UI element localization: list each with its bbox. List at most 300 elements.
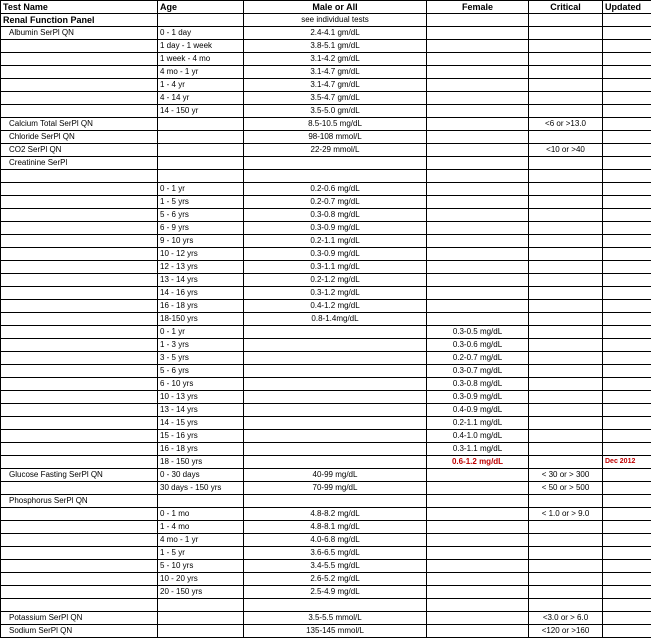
cell-male-or-all: 0.3-0.9 mg/dL [244,248,427,261]
cell-male-or-all: see individual tests [244,14,427,27]
cell-age: 15 - 16 yrs [158,430,244,443]
table-row [1,40,651,53]
cell-test-name [1,235,158,248]
cell-critical [529,378,603,391]
cell-critical [529,313,603,326]
cell-female [427,469,529,482]
table-row [1,313,651,326]
cell-female [427,521,529,534]
cell-test-name: Chloride SerPl QN [1,131,158,144]
cell-male-or-all: 3.8-5.1 gm/dL [244,40,427,53]
cell-male-or-all [244,443,427,456]
table-row [1,456,651,469]
cell-age: 4 mo - 1 yr [158,66,244,79]
cell-age: 9 - 10 yrs [158,235,244,248]
cell-female [427,586,529,599]
cell-critical [529,79,603,92]
cell-updated [603,300,651,313]
cell-test-name: Renal Function Panel [1,14,158,27]
cell-age: 1 week - 4 mo [158,53,244,66]
cell-updated [603,599,651,612]
cell-age: 18 - 150 yrs [158,456,244,469]
cell-critical [529,196,603,209]
cell-age: 4 mo - 1 yr [158,534,244,547]
cell-male-or-all [244,326,427,339]
cell-updated [603,170,651,183]
cell-male-or-all: 3.5-5.0 gm/dL [244,105,427,118]
cell-critical [529,443,603,456]
cell-age: 1 - 4 mo [158,521,244,534]
cell-test-name [1,586,158,599]
cell-test-name [1,313,158,326]
cell-test-name [1,339,158,352]
cell-test-name [1,196,158,209]
cell-male-or-all: 3.6-6.5 mg/dL [244,547,427,560]
cell-updated [603,612,651,625]
cell-test-name: Glucose Fasting SerPl QN [1,469,158,482]
cell-female [427,508,529,521]
table-row [1,612,651,625]
table-row [1,222,651,235]
cell-age: 6 - 9 yrs [158,222,244,235]
cell-male-or-all [244,339,427,352]
cell-updated [603,313,651,326]
cell-age [158,118,244,131]
cell-updated [603,469,651,482]
cell-test-name [1,53,158,66]
cell-updated: Dec 2012 [603,456,651,469]
cell-test-name [1,534,158,547]
cell-updated [603,586,651,599]
cell-critical [529,586,603,599]
table-row [1,560,651,573]
cell-female [427,248,529,261]
cell-male-or-all: 3.5-5.5 mmol/L [244,612,427,625]
cell-female [427,183,529,196]
cell-critical [529,547,603,560]
cell-test-name [1,170,158,183]
cell-female [427,612,529,625]
table-row [1,144,651,157]
cell-critical [529,404,603,417]
cell-age: 14 - 15 yrs [158,417,244,430]
cell-test-name [1,417,158,430]
cell-male-or-all: 4.0-6.8 mg/dL [244,534,427,547]
table-row [1,248,651,261]
cell-test-name [1,365,158,378]
cell-test-name [1,274,158,287]
cell-age: 16 - 18 yrs [158,300,244,313]
cell-critical [529,573,603,586]
cell-test-name [1,66,158,79]
cell-updated [603,209,651,222]
cell-female [427,274,529,287]
table-row [1,352,651,365]
table-row [1,118,651,131]
table-row [1,170,651,183]
cell-age: 0 - 1 yr [158,183,244,196]
cell-updated [603,274,651,287]
cell-female: 0.4-0.9 mg/dL [427,404,529,417]
cell-age: 18-150 yrs [158,313,244,326]
cell-female [427,92,529,105]
cell-female: 0.4-1.0 mg/dL [427,430,529,443]
cell-female: 0.3-1.1 mg/dL [427,443,529,456]
cell-male-or-all: 3.5-4.7 gm/dL [244,92,427,105]
cell-age: 10 - 20 yrs [158,573,244,586]
cell-updated [603,144,651,157]
cell-female: 0.3-0.9 mg/dL [427,391,529,404]
cell-critical: <10 or >40 [529,144,603,157]
cell-female [427,157,529,170]
cell-age: 30 days - 150 yrs [158,482,244,495]
cell-test-name [1,287,158,300]
cell-updated [603,196,651,209]
cell-updated [603,131,651,144]
cell-updated [603,482,651,495]
cell-critical [529,339,603,352]
cell-female [427,625,529,638]
cell-female [427,14,529,27]
cell-male-or-all [244,378,427,391]
cell-female [427,40,529,53]
table-row [1,131,651,144]
cell-age: 1 day - 1 week [158,40,244,53]
cell-age: 1 - 5 yr [158,547,244,560]
cell-age [158,144,244,157]
cell-critical [529,456,603,469]
cell-male-or-all: 0.2-1.2 mg/dL [244,274,427,287]
cell-male-or-all: 3.1-4.2 gm/dL [244,53,427,66]
cell-updated [603,66,651,79]
cell-critical [529,352,603,365]
cell-test-name: CO2 SerPl QN [1,144,158,157]
cell-critical [529,326,603,339]
table-row [1,326,651,339]
cell-age [158,599,244,612]
cell-updated [603,365,651,378]
cell-female [427,66,529,79]
cell-age: 1 - 4 yr [158,79,244,92]
table-row [1,209,651,222]
cell-male-or-all [244,352,427,365]
cell-male-or-all [244,404,427,417]
cell-age: 6 - 10 yrs [158,378,244,391]
cell-critical [529,183,603,196]
cell-test-name [1,261,158,274]
cell-male-or-all: 2.4-4.1 gm/dL [244,27,427,40]
cell-updated [603,326,651,339]
cell-test-name [1,391,158,404]
cell-critical [529,53,603,66]
cell-female [427,131,529,144]
table-row [1,14,651,27]
table-row [1,586,651,599]
cell-male-or-all: 0.8-1.4mg/dL [244,313,427,326]
table-row [1,79,651,92]
table-row [1,378,651,391]
cell-updated [603,521,651,534]
cell-test-name [1,183,158,196]
cell-test-name [1,326,158,339]
cell-male-or-all: 0.3-0.9 mg/dL [244,222,427,235]
cell-male-or-all: 0.2-0.7 mg/dL [244,196,427,209]
cell-male-or-all [244,599,427,612]
cell-critical [529,105,603,118]
cell-test-name [1,79,158,92]
cell-female [427,573,529,586]
cell-age: 5 - 6 yrs [158,209,244,222]
header-updated: Updated [603,1,651,14]
cell-updated [603,118,651,131]
header-critical: Critical [529,1,603,14]
cell-updated [603,222,651,235]
cell-test-name: Phosphorus SerPl QN [1,495,158,508]
cell-female [427,222,529,235]
cell-test-name: Creatinine SerPl [1,157,158,170]
cell-female [427,560,529,573]
header-female: Female [427,1,529,14]
cell-test-name [1,105,158,118]
cell-test-name: Sodium SerPl QN [1,625,158,638]
cell-updated [603,404,651,417]
cell-age [158,625,244,638]
cell-female: 0.2-1.1 mg/dL [427,417,529,430]
table-row [1,417,651,430]
cell-female: 0.6-1.2 mg/dL [427,456,529,469]
cell-critical [529,14,603,27]
cell-female [427,300,529,313]
cell-female [427,482,529,495]
cell-male-or-all: 135-145 mmol/L [244,625,427,638]
table-row [1,534,651,547]
cell-age [158,612,244,625]
cell-updated [603,391,651,404]
cell-male-or-all [244,430,427,443]
cell-male-or-all: 3.1-4.7 gm/dL [244,79,427,92]
cell-test-name: Potassium SerPl QN [1,612,158,625]
table-row [1,573,651,586]
cell-updated [603,287,651,300]
cell-critical: < 30 or > 300 [529,469,603,482]
table-row [1,183,651,196]
cell-updated [603,183,651,196]
cell-updated [603,235,651,248]
table-row [1,599,651,612]
cell-female [427,105,529,118]
cell-test-name [1,599,158,612]
cell-male-or-all: 98-108 mmol/L [244,131,427,144]
cell-test-name [1,404,158,417]
cell-female [427,209,529,222]
cell-updated [603,430,651,443]
cell-updated [603,105,651,118]
cell-updated [603,508,651,521]
cell-female: 0.2-0.7 mg/dL [427,352,529,365]
cell-critical [529,157,603,170]
cell-critical [529,417,603,430]
cell-updated [603,495,651,508]
cell-female [427,313,529,326]
cell-test-name [1,521,158,534]
table-row [1,521,651,534]
cell-age: 14 - 16 yrs [158,287,244,300]
cell-age: 0 - 1 yr [158,326,244,339]
cell-test-name [1,40,158,53]
cell-critical [529,287,603,300]
cell-male-or-all: 0.3-1.1 mg/dL [244,261,427,274]
cell-updated [603,157,651,170]
cell-age: 10 - 13 yrs [158,391,244,404]
cell-age: 16 - 18 yrs [158,443,244,456]
cell-updated [603,339,651,352]
cell-male-or-all: 40-99 mg/dL [244,469,427,482]
cell-test-name [1,300,158,313]
cell-female [427,534,529,547]
cell-test-name [1,443,158,456]
cell-critical [529,131,603,144]
cell-updated [603,560,651,573]
cell-male-or-all: 22-29 mmol/L [244,144,427,157]
cell-critical [529,365,603,378]
table-row [1,105,651,118]
cell-updated [603,534,651,547]
cell-test-name [1,222,158,235]
cell-age: 0 - 1 mo [158,508,244,521]
cell-male-or-all [244,456,427,469]
cell-updated [603,92,651,105]
cell-test-name [1,248,158,261]
cell-updated [603,79,651,92]
table-row [1,27,651,40]
cell-male-or-all: 4.8-8.2 mg/dL [244,508,427,521]
table-row [1,196,651,209]
cell-female: 0.3-0.6 mg/dL [427,339,529,352]
table-row [1,430,651,443]
cell-critical: <120 or >160 [529,625,603,638]
cell-test-name [1,560,158,573]
cell-female [427,261,529,274]
cell-female: 0.3-0.5 mg/dL [427,326,529,339]
cell-test-name [1,482,158,495]
cell-female [427,495,529,508]
cell-age [158,131,244,144]
table-row [1,391,651,404]
table-row [1,482,651,495]
header-male-or-all: Male or All [244,1,427,14]
table-row [1,339,651,352]
cell-updated [603,625,651,638]
cell-age: 0 - 1 day [158,27,244,40]
cell-critical: < 50 or > 500 [529,482,603,495]
cell-updated [603,14,651,27]
cell-female: 0.3-0.8 mg/dL [427,378,529,391]
cell-male-or-all: 8.5-10.5 mg/dL [244,118,427,131]
cell-critical [529,170,603,183]
cell-updated [603,40,651,53]
cell-age: 14 - 150 yr [158,105,244,118]
cell-updated [603,378,651,391]
cell-male-or-all: 3.1-4.7 gm/dL [244,66,427,79]
cell-age: 1 - 3 yrs [158,339,244,352]
cell-male-or-all [244,417,427,430]
cell-male-or-all: 2.6-5.2 mg/dL [244,573,427,586]
table-row [1,66,651,79]
cell-critical [529,521,603,534]
cell-age: 3 - 5 yrs [158,352,244,365]
table-row [1,300,651,313]
cell-critical: < 1.0 or > 9.0 [529,508,603,521]
cell-test-name [1,573,158,586]
cell-critical: <6 or >13.0 [529,118,603,131]
cell-age: 13 - 14 yrs [158,404,244,417]
cell-test-name [1,378,158,391]
cell-updated [603,417,651,430]
cell-male-or-all [244,157,427,170]
cell-critical: <3.0 or > 6.0 [529,612,603,625]
cell-age: 4 - 14 yr [158,92,244,105]
cell-male-or-all [244,495,427,508]
table-row [1,274,651,287]
table-row [1,53,651,66]
cell-female [427,79,529,92]
cell-critical [529,274,603,287]
cell-critical [529,300,603,313]
cell-female [427,27,529,40]
cell-age: 5 - 10 yrs [158,560,244,573]
cell-age: 10 - 12 yrs [158,248,244,261]
cell-female [427,118,529,131]
cell-male-or-all: 0.2-1.1 mg/dL [244,235,427,248]
cell-age: 0 - 30 days [158,469,244,482]
cell-critical [529,430,603,443]
cell-age: 1 - 5 yrs [158,196,244,209]
cell-female [427,599,529,612]
table-row [1,508,651,521]
cell-test-name [1,430,158,443]
cell-male-or-all: 0.3-1.2 mg/dL [244,287,427,300]
cell-male-or-all: 0.2-0.6 mg/dL [244,183,427,196]
cell-critical [529,391,603,404]
cell-critical [529,66,603,79]
cell-critical [529,27,603,40]
cell-male-or-all: 3.4-5.5 mg/dL [244,560,427,573]
cell-critical [529,261,603,274]
cell-age [158,170,244,183]
cell-female [427,235,529,248]
table-row [1,365,651,378]
table-row [1,157,651,170]
table-row [1,547,651,560]
cell-critical [529,599,603,612]
cell-male-or-all: 2.5-4.9 mg/dL [244,586,427,599]
table-row [1,287,651,300]
cell-updated [603,443,651,456]
table-row [1,495,651,508]
cell-critical [529,235,603,248]
cell-male-or-all [244,391,427,404]
cell-critical [529,560,603,573]
cell-updated [603,547,651,560]
cell-age: 20 - 150 yrs [158,586,244,599]
cell-female [427,196,529,209]
cell-age: 5 - 6 yrs [158,365,244,378]
header-age: Age [158,1,244,14]
cell-age [158,14,244,27]
cell-updated [603,53,651,66]
cell-test-name [1,352,158,365]
cell-test-name [1,92,158,105]
